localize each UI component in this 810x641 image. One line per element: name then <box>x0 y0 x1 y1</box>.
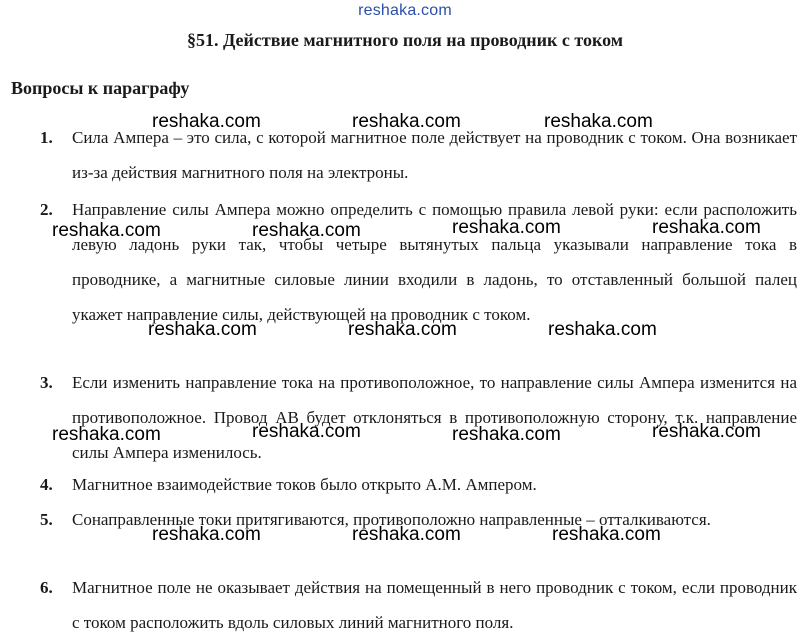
watermark: reshaka.com <box>252 421 361 442</box>
item-number: 1. <box>40 128 53 147</box>
watermark: reshaka.com <box>452 217 561 238</box>
item-text: Если изменить направление тока на противоположное, то направление силы Ампера изменится на противоположное. Провод АВ будет отклоняться в противоположную сторону, т.к. направление силы Ампера изменилось. <box>72 373 797 462</box>
item-text: Сонаправленные токи притягиваются, противоположно направленные – отталкиваются. <box>72 510 711 529</box>
watermark: reshaka.com <box>652 217 761 238</box>
site-header[interactable]: reshaka.com <box>358 2 452 19</box>
item-text: Сила Ампера – это сила, с которой магнитное поле действует на проводник с током. Она возникает из-за действия магнитного поля на электроны. <box>72 128 797 182</box>
item-number: 6. <box>40 578 53 597</box>
watermark: reshaka.com <box>552 524 661 545</box>
item-text: Магнитное поле не оказывает действия на помещенный в него проводник с током, если проводник с током расположить вдоль силовых линий магнитного поля. <box>72 578 797 632</box>
watermark: reshaka.com <box>52 220 161 241</box>
watermark: reshaka.com <box>548 319 657 340</box>
watermark: reshaka.com <box>652 421 761 442</box>
watermark: reshaka.com <box>52 424 161 445</box>
item-number: 4. <box>40 475 53 494</box>
item-text: Магнитное взаимодействие токов было открыто А.М. Ампером. <box>72 475 537 494</box>
page-title: §51. Действие магнитного поля на проводник с током <box>186 30 624 50</box>
watermark: reshaka.com <box>348 319 457 340</box>
watermark: reshaka.com <box>352 111 461 132</box>
item-number: 2. <box>40 200 53 219</box>
watermark: reshaka.com <box>452 424 561 445</box>
watermark: reshaka.com <box>252 220 361 241</box>
watermark: reshaka.com <box>152 524 261 545</box>
watermark: reshaka.com <box>352 524 461 545</box>
watermark: reshaka.com <box>152 111 261 132</box>
item-number: 3. <box>40 373 53 392</box>
item-text: Направление силы Ампера можно определить с помощью правила левой руки: если расположить левую ладонь руки так, чтобы четыре вытянутых пальца указывали направление тока в проводнике, а магнитные силовые линии входили в ладонь, то отставленный большой палец укажет направление силы, действующей на проводник с током. <box>72 200 797 324</box>
section-heading: Вопросы к параграфу <box>11 78 190 98</box>
watermark: reshaka.com <box>544 111 653 132</box>
item-number: 5. <box>40 510 53 529</box>
watermark: reshaka.com <box>148 319 257 340</box>
